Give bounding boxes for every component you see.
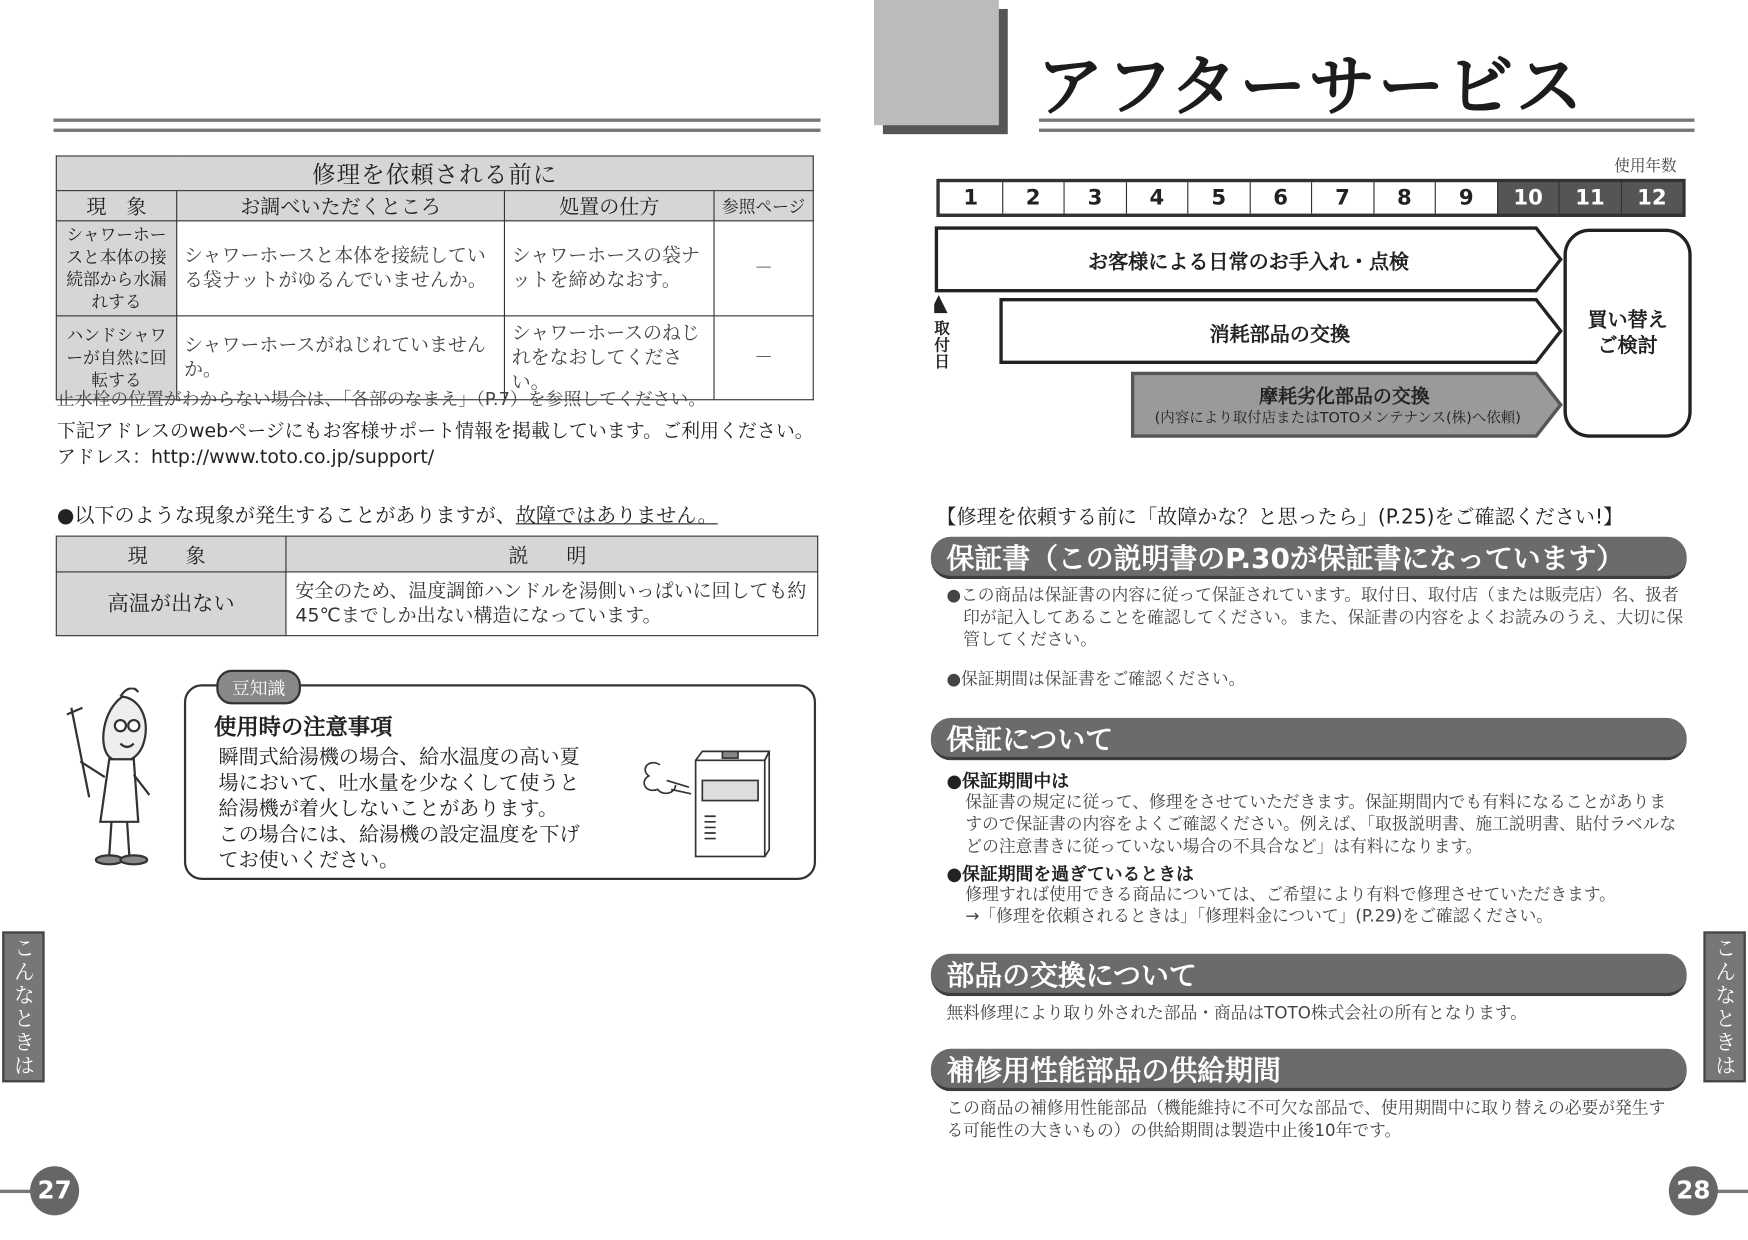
page-number-rule-right xyxy=(1715,1190,1748,1193)
col-explanation: 説 明 xyxy=(286,536,818,572)
warranty-p1: 保証書の規定に従って、修理をさせていただきます。保証期間内でも有料になることがありますので保証書の内容をよくご確認ください。例えば、「取扱説明書、施工説明書、貼付ラベルなどの注意書きに従っていない場合の不具合など」は有料になります。 xyxy=(965,791,1677,857)
trivia-tag: 豆知識 xyxy=(216,670,301,705)
ref-cell: － xyxy=(714,221,813,316)
years-label: 使用年数 xyxy=(1614,157,1677,176)
side-tab-left[interactable]: こんなときは xyxy=(2,931,44,1082)
section-supply: 補修用性能部品の供給期間 xyxy=(931,1049,1687,1091)
table-row xyxy=(56,572,817,636)
not-fault-intro: ●以下のような現象が発生することがありますが、 xyxy=(56,504,516,528)
trivia-line: この場合には、給湯機の設定温度を下げ xyxy=(218,822,580,847)
trivia-line: てお使いください。 xyxy=(218,848,400,873)
bar-worn-parts: 摩耗劣化部品の交換 xyxy=(1259,385,1430,409)
trivia-text xyxy=(218,745,579,874)
symptom-cell: シャワーホースと本体の接続部から水漏れする xyxy=(56,221,176,316)
not-fault-emphasis: 故障ではありません。 xyxy=(515,504,718,528)
warranty-h1: ●保証期間中は xyxy=(946,770,1070,792)
bar-worn-parts-note: (内容により取付店またはTOTOメンテナンス(株)へ依頼) xyxy=(1154,410,1521,428)
supply-p1: この商品の補修用性能部品（機能維持に不可欠な部品で、使用期間中に取り替えの必要が発生する可能性の大きいもの）の供給期間は製造中止後10年です。 xyxy=(946,1097,1666,1141)
repair-table xyxy=(56,155,814,400)
page-number-left: 27 xyxy=(30,1166,79,1215)
years-scale xyxy=(936,179,1685,217)
action-cell: シャワーホースの袋ナットを締めなおす。 xyxy=(504,221,714,316)
check-note: 【修理を依頼する前に「故障かな？と思ったら」(P.25)をご確認ください!】 xyxy=(936,505,1624,529)
explanation-cell: 安全のため、温度調節ハンドルを湯側いっぱいに回しても約45℃までしか出ない構造になっています。 xyxy=(286,572,818,636)
year-cell: 6 xyxy=(1249,182,1311,213)
col-check: お調べいただくところ xyxy=(177,191,505,221)
header-rule-left xyxy=(54,119,821,132)
year-cell: 3 xyxy=(1064,182,1126,213)
warranty-p2: 修理すれば使用できる商品については、ご希望により有料で修理させていただきます。 xyxy=(965,884,1616,905)
replace-box-text xyxy=(1565,307,1690,358)
repair-table-caption: 修理を依頼される前に xyxy=(56,156,813,191)
support-address: アドレス：http://www.toto.co.jp/support/ xyxy=(56,446,435,469)
year-cell: 2 xyxy=(1002,182,1064,213)
col-ref: 参照ページ xyxy=(714,191,813,221)
year-cell: 1 xyxy=(940,182,1002,213)
header-rule-right xyxy=(1039,119,1694,132)
check-cell: シャワーホースと本体を接続している袋ナットがゆるんでいませんか。 xyxy=(177,221,505,316)
ref-cell: － xyxy=(714,316,813,400)
trivia-line: 給湯機が着火しないことがあります。 xyxy=(218,797,559,821)
symptom-cell: 高温が出ない xyxy=(56,572,286,636)
year-cell: 10 xyxy=(1497,182,1559,213)
warranty-doc-p1: ●この商品は保証書の内容に従って保証されています。取付日、取付店（または販売店）名、扱者印が記入してあることを確認してください。また、保証書の内容をよくお読みのうえ、大切に保管してください。 xyxy=(946,584,1684,650)
action-cell: シャワーホースのねじれをなおしてください。 xyxy=(504,316,714,400)
replace-line: ご検討 xyxy=(1597,334,1658,358)
replace-line: 買い替え xyxy=(1587,308,1668,333)
section-parts: 部品の交換について xyxy=(931,954,1687,996)
year-cell: 5 xyxy=(1187,182,1249,213)
year-cell: 11 xyxy=(1558,182,1620,213)
table-row xyxy=(56,221,813,316)
year-cell: 12 xyxy=(1620,182,1682,213)
section-warranty-doc: 保証書（この説明書のP.30が保証書になっています） xyxy=(931,537,1687,579)
trivia-heading: 使用時の注意事項 xyxy=(214,713,393,741)
col-symptom: 現 象 xyxy=(56,191,176,221)
year-cell: 7 xyxy=(1311,182,1373,213)
page-number-rule-left xyxy=(0,1190,33,1193)
bar-consumables: 消耗部品の交換 xyxy=(1209,323,1351,347)
warranty-doc-p2: ●保証期間は保証書をご確認ください。 xyxy=(946,668,1246,689)
year-cell: 4 xyxy=(1125,182,1187,213)
year-cell: 9 xyxy=(1435,182,1497,213)
symptom-cell: ハンドシャワーが自然に回転する xyxy=(56,316,176,400)
not-fault-line xyxy=(57,503,826,529)
install-date-label: 取付日 xyxy=(931,319,950,371)
warranty-h2: ●保証期間を過ぎているときは xyxy=(946,863,1194,885)
title-block xyxy=(874,0,999,125)
stopcock-note: 止水栓の位置がわからない場合は、「各部のなまえ」（P.7）を参照してください。 xyxy=(56,387,707,410)
trivia-line: 場において、吐水量を少なくして使うと xyxy=(218,771,580,795)
section-warranty: 保証について xyxy=(931,718,1687,760)
parts-p1: 無料修理により取り外された部品・商品はTOTO株式会社の所有となります。 xyxy=(946,1002,1527,1024)
page-number-right: 28 xyxy=(1669,1166,1718,1215)
trivia-line: 瞬間式給湯機の場合、給水温度の高い夏 xyxy=(218,745,580,770)
side-tab-right[interactable]: こんなときは xyxy=(1703,931,1745,1082)
warranty-p3: →「修理を依頼されるときは」「修理料金について」(P.29)をご確認ください。 xyxy=(965,905,1553,926)
col-symptom: 現 象 xyxy=(56,536,286,572)
scientist-illustration xyxy=(65,688,165,867)
web-note: 下記アドレスのwebページにもお客様サポート情報を掲載しています。ご利用ください。 xyxy=(56,420,814,443)
phenomena-table xyxy=(56,536,819,637)
col-action: 処置の仕方 xyxy=(504,191,714,221)
year-cell: 8 xyxy=(1373,182,1435,213)
water-heater-illustration xyxy=(638,747,776,863)
check-cell: シャワーホースがねじれていませんか。 xyxy=(177,316,505,400)
bar-daily-care: お客様による日常のお手入れ・点検 xyxy=(1088,250,1410,274)
page-title: アフターサービス xyxy=(1036,48,1586,127)
